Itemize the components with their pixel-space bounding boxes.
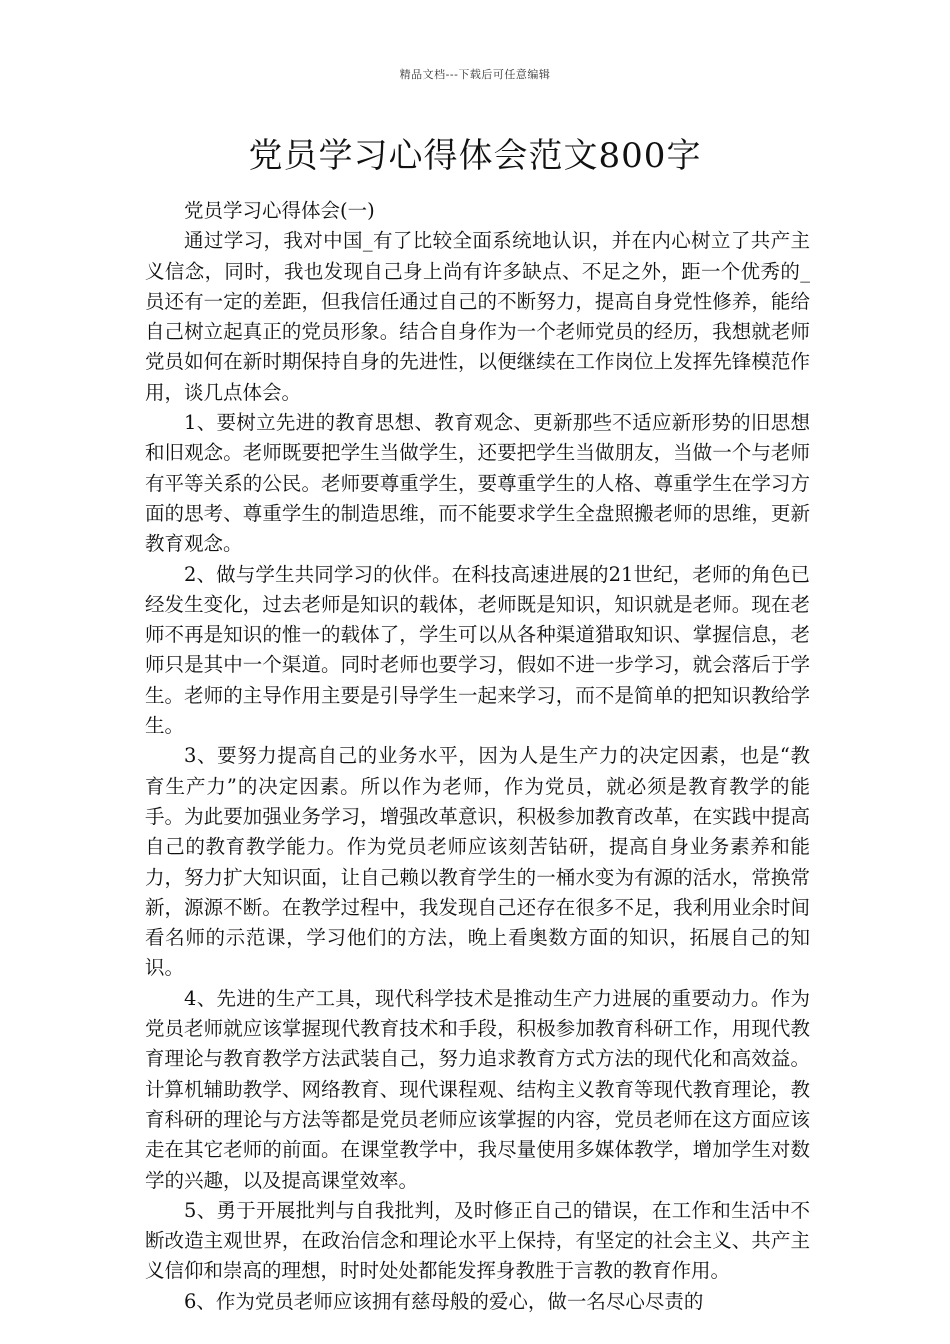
paragraph-intro: 通过学习，我对中国_有了比较全面系统地认识，并在内心树立了共产主义信念，同时，我也发现自己身上尚有许多缺点、不足之外，距一个优秀的_员还有一定的差距，但我信任通过自己的不断努力，提高自身党性修养，能给自己树立起真正的党员形象。结合自身作为一个老师党员的经历，我想就老师党员如何在新时期保持自身的先进性，以便继续在工作岗位上发挥先锋模范作用，谈几点体会。 — [145, 229, 810, 404]
document-title: 党员学习心得体会范文800字 — [248, 136, 702, 176]
paragraph-point-4: 4、先进的生产工具，现代科学技术是推动生产力进展的重要动力。作为党员老师就应该掌握现代教育技术和手段，积极参加教育科研工作，用现代教育理论与教育教学方法武装自己，努力追求教育方式方法的现代化和高效益。计算机辅助教学、网络教育、现代课程观、结构主义教育等现代教育理论，教育科研的理论与方法等都是党员老师应该掌握的内容，党员老师在这方面应该走在其它老师的前面。在课堂教学中，我尽量使用多媒体教学，增加学生对数学的兴趣，以及提高课堂效率。 — [145, 986, 810, 1192]
header-note: 精品文档---下载后可任意编辑 — [399, 68, 551, 81]
paragraph-point-5: 5、勇于开展批判与自我批判，及时修正自己的错误，在工作和生活中不断改造主观世界，在政治信念和理论水平上保持，有坚定的社会主义、共产主义信仰和崇高的理想，时时处处都能发挥身教胜于言教的教育作用。 — [145, 1198, 810, 1283]
document-body — [145, 196, 810, 1317]
section-heading: 党员学习心得体会(一) — [184, 199, 375, 222]
paragraph-point-2: 2、做与学生共同学习的伙伴。在科技高速进展的21世纪，老师的角色已经发生变化，过去老师是知识的载体，老师既是知识，知识就是老师。现在老师不再是知识的惟一的载体了，学生可以从各种渠道猎取知识、掌握信息，老师只是其中一个渠道。同时老师也要学习，假如不进一步学习，就会落后于学生。老师的主导作用主要是引导学生一起来学习，而不是简单的把知识教给学生。 — [145, 562, 810, 738]
paragraph-point-1: 1、要树立先进的教育思想、教育观念、更新那些不适应新形势的旧思想和旧观念。老师既要把学生当做学生，还要把学生当做朋友，当做一个与老师有平等关系的公民。老师要尊重学生，要尊重学生的人格、尊重学生在学习方面的思考、尊重学生的制造思维，而不能要求学生全盘照搬老师的思维，更新教育观念。 — [145, 411, 810, 556]
paragraph-point-3: 3、要努力提高自己的业务水平，因为人是生产力的决定因素，也是“教育生产力”的决定因素。所以作为老师，作为党员，就必须是教育教学的能手。为此要加强业务学习，增强改革意识，积极参加教育改革，在实践中提高自己的教育教学能力。作为党员老师应该刻苦钻研，提高自身业务素养和能力，努力扩大知识面，让自己赖以教育学生的一桶水变为有源的活水，常换常新，源源不断。在教学过程中，我发现自己还存在很多不足，我利用业余时间看名师的示范课，学习他们的方法，晚上看奥数方面的知识，拓展自己的知识。 — [145, 744, 810, 980]
paragraph-point-6: 6、作为党员老师应该拥有慈母般的爱心，做一名尽心尽责的 — [184, 1289, 704, 1313]
